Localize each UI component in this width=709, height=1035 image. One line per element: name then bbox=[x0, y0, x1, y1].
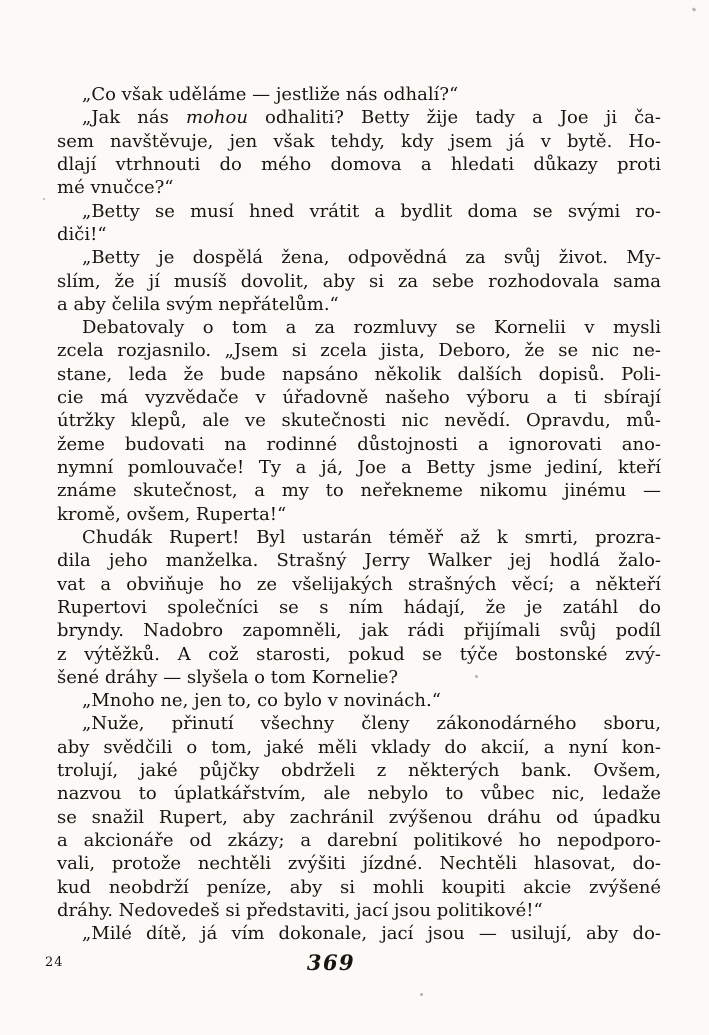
text-line: sem navštěvuje, jen však tehdy, kdy jsem já v bytě. Ho- bbox=[57, 130, 661, 152]
text-line: diči!“ bbox=[57, 223, 107, 245]
text-line: „Milé dítě, já vím dokonale, jací jsou — usilují, aby do- bbox=[82, 923, 661, 945]
scan-speck bbox=[420, 993, 423, 996]
text-line: vat a obviňuje ho ze všelijakých strašných věcí; a někteří bbox=[57, 573, 661, 595]
text-line: Chudák Rupert! Byl ustarán téměř až k smrti, prozra- bbox=[82, 526, 661, 548]
text-line: „Nuže, přinutí všechny členy zákonodárného sboru, bbox=[82, 713, 661, 735]
text-line: „Betty je dospělá žena, odpovědná za svůj život. My- bbox=[82, 247, 661, 269]
text-line: kromě, ovšem, Ruperta!“ bbox=[57, 503, 287, 525]
text-line: známe skutečnost, a my to neřekneme nikomu jinému — bbox=[57, 480, 661, 502]
text-line: nazvou to úplatkářstvím, ale nebylo to vůbec nic, ledaže bbox=[57, 783, 661, 805]
text-column bbox=[57, 83, 661, 946]
text-line: aby svědčili o tom, jaké měli vklady do akcií, a nyní kon- bbox=[57, 736, 661, 758]
text-line: mé vnučce?“ bbox=[57, 177, 174, 199]
text-line: šené dráhy — slyšela o tom Kornelie? bbox=[57, 666, 399, 688]
text-line: slím, že jí musíš dovolit, aby si za sebe rozhodovala sama bbox=[57, 270, 661, 292]
text-line: vali, protože nechtěli zvýšiti jízdné. Nechtěli hlasovat, do- bbox=[57, 853, 661, 875]
text-line: „Co však uděláme — jestliže nás odhalí?“ bbox=[82, 84, 459, 105]
scan-speck bbox=[475, 675, 478, 678]
text-line: zcela rozjasnilo. „Jsem si zcela jista, Deboro, že se nic ne- bbox=[57, 340, 661, 362]
text-line: Rupertovi společníci se s ním hádají, že je zatáhl do bbox=[57, 596, 661, 618]
text-line: cie má vyzvědače v úřadovně našeho výboru a ti sbírají bbox=[57, 387, 661, 409]
page-number: 369 bbox=[306, 950, 356, 975]
text-line: Debatovaly o tom a za rozmluvy se Kornelii v mysli bbox=[82, 317, 661, 339]
scan-speck bbox=[43, 198, 45, 200]
text-line: trolují, jaké půjčky obdrželi z některých bank. Ovšem, bbox=[57, 760, 661, 782]
text-line: dila jeho manželka. Strašný Jerry Walker jej hodlá žalo- bbox=[57, 550, 661, 572]
text-line: kud neobdrží peníze, aby si mohli koupiti akcie zvýšené bbox=[57, 876, 661, 898]
scan-speck bbox=[692, 7, 697, 12]
text-line: nymní pomlouvače! Ty a já, Joe a Betty jsme jediní, kteří bbox=[57, 457, 661, 478]
text-line: stane, leda že bude napsáno několik dalších dopisů. Poli- bbox=[57, 363, 661, 385]
text-line: z výtěžků. A což starosti, pokud se týče bostonské zvý- bbox=[57, 643, 661, 665]
text-line: „Betty se musí hned vrátit a bydlit doma se svými ro- bbox=[82, 200, 661, 222]
text-line: „Mnoho ne, jen to, co bylo v novinách.“ bbox=[82, 690, 441, 712]
text-line: se snažil Rupert, aby zachránil zvýšenou dráhu od úpadku bbox=[57, 806, 661, 828]
signature-mark: 24 bbox=[45, 955, 64, 970]
text-line: dlají vtrhnouti do mého domova a hledati důkazy proti bbox=[57, 153, 661, 175]
text-line: bryndy. Nadobro zapomněli, jak rádi přijímali svůj podíl bbox=[57, 620, 661, 642]
text-line: žeme budovati na rodinné důstojnosti a ignorovati ano- bbox=[57, 433, 661, 455]
text-line: dráhy. Nedovedeš si představiti, jací jsou politikové!“ bbox=[57, 899, 543, 921]
text-line: a akcionáře od zkázy; a darební politikové ho nepodporo- bbox=[57, 830, 661, 851]
text-line: „Jak nás mohou odhaliti? Betty žije tady a Joe ji ča- bbox=[82, 107, 661, 129]
text-line: a aby čelila svým nepřátelům.“ bbox=[57, 293, 339, 315]
text-line: útržky klepů, ale ve skutečnosti nic nevědí. Opravdu, mů- bbox=[57, 410, 661, 432]
